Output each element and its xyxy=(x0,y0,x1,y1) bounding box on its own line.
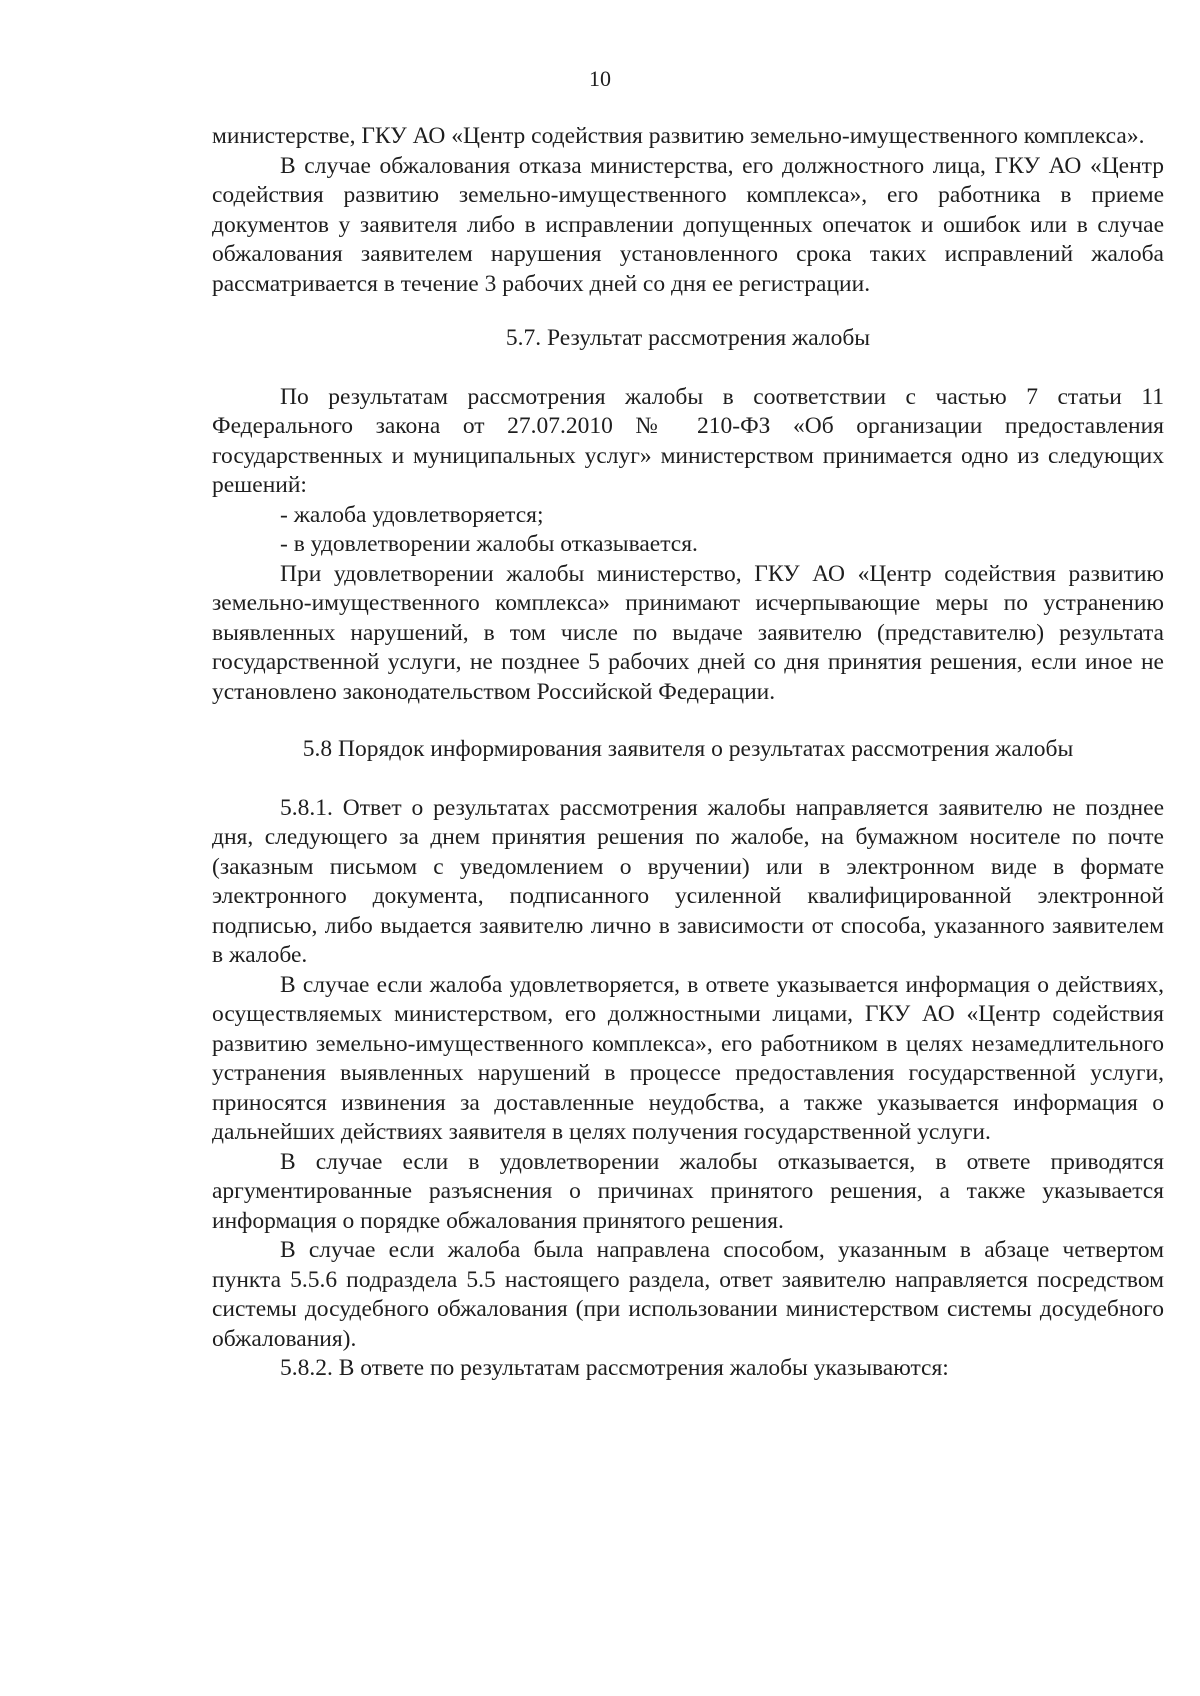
list-item-refused: - в удовлетворении жалобы отказывается. xyxy=(280,531,698,557)
section-heading-5-7: 5.7. Результат рассмотрения жалобы xyxy=(505,325,871,351)
paragraph-appeal-refusal: В случае обжалования отказа министерства, его должностного лица, ГКУ АО «Центр содействия развитию земельно-имущественного комплекса», его работника в приеме документов у заявителя либо в исправлении допущенных опечаток и ошибок или в случае обжалования заявителем нарушения установленного срока таких исправлений жалоба рассматривается в течение 3 рабочих дней со дня ее регистрации. xyxy=(212,152,1164,297)
paragraph-5-8-2: 5.8.2. В ответе по результатам рассмотрения жалобы указываются: xyxy=(280,1355,949,1381)
paragraph-decision-options: По результатам рассмотрения жалобы в соответствии с частью 7 статьи 11 Федерального закона от 27.07.2010 № 210-ФЗ «Об организации предоставления государственных и муниципальных услуг» министерством принимается одно из следующих решений: xyxy=(212,383,1164,498)
paragraph-complaint-refused: В случае если в удовлетворении жалобы отказывается, в ответе приводятся аргументированные разъяснения о причинах принятого решения, а также указывается информация о порядке обжалования принятого решения. xyxy=(212,1148,1164,1234)
section-heading-5-8: 5.8 Порядок информирования заявителя о результатах рассмотрения жалобы xyxy=(302,736,1074,762)
document-body xyxy=(212,122,1164,1384)
page-number: 10 xyxy=(589,66,611,91)
list-item-satisfied: - жалоба удовлетворяется; xyxy=(280,501,544,528)
paragraph-remedy-measures: При удовлетворении жалобы министерство, ГКУ АО «Центр содействия развитию земельно-имущественного комплекса» принимают исчерпывающие меры по устранению выявленных нарушений, в том числе по выдаче заявителю (представителю) результата государственной услуги, не позднее 5 рабочих дней со дня принятия решения, если иное не установлено законодательством Российской Федерации. xyxy=(212,560,1164,705)
paragraph-complaint-satisfied: В случае если жалоба удовлетворяется, в ответе указывается информация о действиях, осуществляемых министерством, его должностными лицами, ГКУ АО «Центр содействия развитию земельно-имущественного комплекса», его работником в целях незамедлительного устранения выявленных нарушений в процессе предоставления государственной услуги, приносятся извинения за доставленные неудобства, а также указывается информация о дальнейших действиях заявителя в целях получения государственной услуги. xyxy=(212,971,1164,1145)
paragraph-continuation: министерстве, ГКУ АО «Центр содействия развитию земельно-имущественного комплекса». xyxy=(212,123,1145,149)
paragraph-5-8-1: 5.8.1. Ответ о результатах рассмотрения жалобы направляется заявителю не позднее дня, следующего за днем принятия решения по жалобе, на бумажном носителе по почте (заказным письмом с уведомлением о вручении) или в электронном виде в формате электронного документа, подписанного усиленной квалифицированной электронной подписью, либо выдается заявителю лично в зависимости от способа, указанного заявителем в жалобе. xyxy=(212,794,1164,968)
paragraph-pretrial-system: В случае если жалоба была направлена способом, указанным в абзаце четвертом пункта 5.5.6 подраздела 5.5 настоящего раздела, ответ заявителю направляется посредством системы досудебного обжалования (при использовании министерством системы досудебного обжалования). xyxy=(212,1237,1164,1352)
